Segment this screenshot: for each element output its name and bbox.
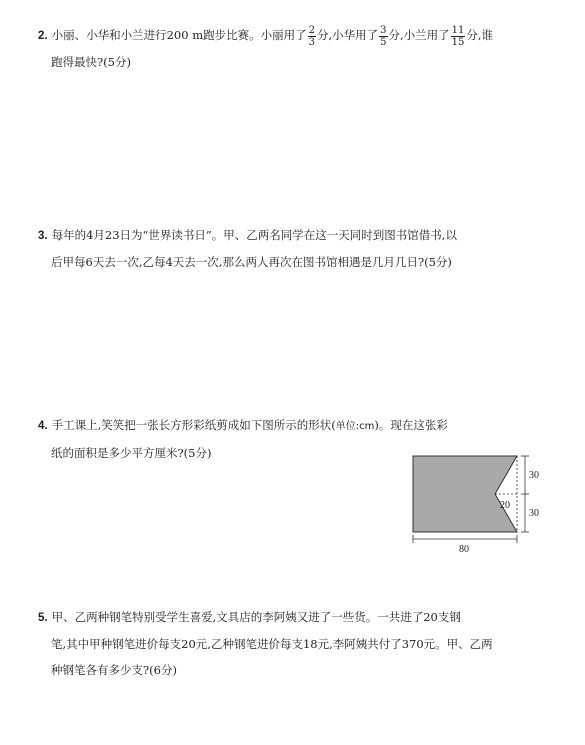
question-3-line-2: 后甲每6天去一次,乙每4天去一次,那么两人再次在图书馆相遇是几月几日?(5分) — [51, 255, 452, 269]
question-number: 4. — [38, 420, 48, 432]
question-text: 分,小兰用了 — [388, 28, 450, 42]
dimension-label-width: 80 — [459, 544, 469, 555]
question-text: 每年的4月23日为“世界读书日”。甲、乙两名同学在这一天同时到图书馆借书,以 — [51, 228, 457, 242]
question-3-line-1 — [38, 222, 558, 249]
denominator: 15 — [451, 36, 465, 48]
question-2-line-1 — [38, 22, 558, 49]
question-2-line-2: 跑得最快?(5分) — [51, 55, 131, 69]
question-5-line-1 — [38, 604, 558, 631]
question-text: )。现在这张彩 — [374, 418, 448, 432]
numerator: 11 — [451, 24, 465, 36]
question-5-line-3: 种钢笔各有多少支?(6分) — [51, 663, 177, 677]
question-text: 手工课上,笑笑把一张长方形彩纸剪成如下图所示的形状( — [51, 418, 336, 432]
fraction — [379, 25, 387, 48]
numerator: 2 — [308, 24, 315, 36]
question-text: 小丽、小华和小兰进行200 m跑步比赛。小丽用了 — [51, 28, 307, 42]
question-text: 分,谁 — [466, 28, 494, 42]
paper-shape-figure — [405, 452, 555, 557]
question-3 — [38, 222, 558, 275]
question-2 — [38, 22, 558, 75]
dimension-label-notch: 20 — [500, 500, 510, 511]
unit-note: 单位:cm — [335, 421, 375, 432]
question-number: 5. — [38, 612, 48, 624]
dimension-label-bottom: 30 — [529, 508, 539, 519]
question-4-line-1 — [38, 412, 558, 440]
fraction — [451, 25, 466, 48]
denominator: 3 — [308, 36, 315, 48]
question-text: 分,小华用了 — [316, 28, 379, 42]
question-5-line-2: 笔,其中甲种钢笔进价每支20元,乙种钢笔进价每支18元,李阿姨共付了370元。甲、乙两 — [51, 637, 493, 651]
denominator: 5 — [380, 36, 387, 48]
question-text: 甲、乙两种钢笔特别受学生喜爱,文具店的李阿姨又进了一些货。一共进了20支钢 — [51, 610, 461, 624]
shaded-paper-shape — [413, 456, 517, 532]
numerator: 3 — [380, 24, 387, 36]
question-number: 2. — [38, 30, 48, 42]
question-number: 3. — [38, 230, 48, 242]
question-4-line-2: 纸的面积是多少平方厘米?(5分) — [51, 446, 212, 460]
dimension-label-top: 30 — [529, 470, 539, 481]
fraction — [308, 25, 316, 48]
question-5 — [38, 604, 558, 683]
